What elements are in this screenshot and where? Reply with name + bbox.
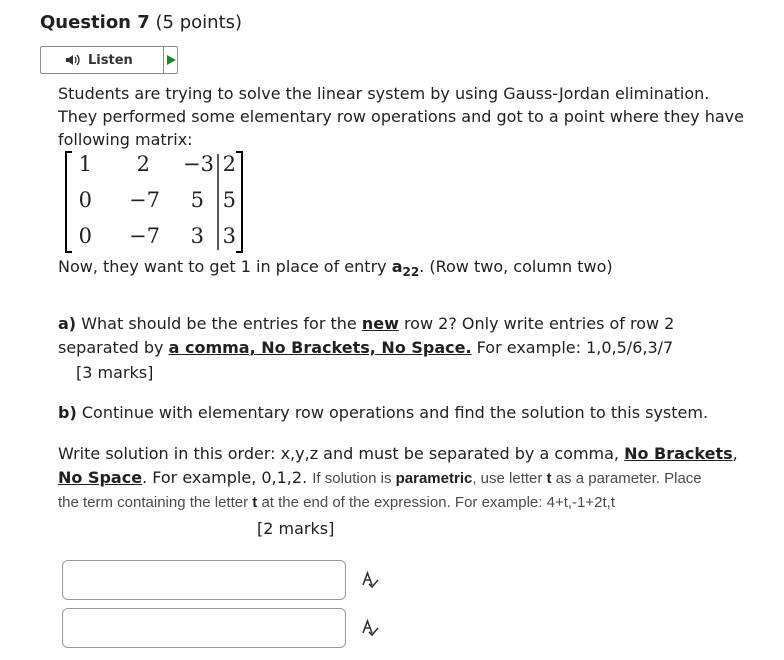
intro-line-1: Students are trying to solve the linear system by using Gauss-Jordan elimination. xyxy=(58,84,710,103)
write-line-1: Write solution in this order: x,y,z and must be separated by a comma, No Brackets, xyxy=(58,444,738,463)
matrix-cell: 2 xyxy=(136,152,150,176)
play-icon xyxy=(165,54,177,66)
listen-widget xyxy=(40,46,178,74)
listen-label: Listen xyxy=(88,52,133,68)
intro-line-3: following matrix: xyxy=(58,130,193,149)
spell-check-icon[interactable] xyxy=(360,618,380,638)
part-b-marks: [2 marks] xyxy=(257,519,335,538)
play-button[interactable] xyxy=(164,47,177,73)
part-a-marks: [3 marks] xyxy=(76,363,154,382)
matrix-cell: 1 xyxy=(78,152,92,176)
matrix-cell: 2 xyxy=(222,152,236,176)
matrix-cell: −3 xyxy=(183,152,214,176)
matrix-cell: 0 xyxy=(78,188,92,212)
part-a-line-1: a) What should be the entries for the new row 2? Only write entries of row 2 xyxy=(58,314,675,333)
spell-check-icon[interactable] xyxy=(360,570,380,590)
speaker-icon xyxy=(65,54,83,66)
answer-a-input[interactable] xyxy=(62,560,346,600)
entry-instruction: Now, they want to get 1 in place of entry $a_{22}$. (Row two, column two) xyxy=(58,257,613,280)
write-line-3: the term containing the letter t at the end of the expression. For example: 4+t,-1+2t,t xyxy=(58,494,615,511)
answer-b-input[interactable] xyxy=(62,608,346,648)
matrix-cell: −7 xyxy=(129,188,160,212)
part-b-line: b) Continue with elementary row operations and find the solution to this system. xyxy=(58,403,709,422)
matrix-cell: −7 xyxy=(129,224,160,248)
question-title: Question 7 (5 points) xyxy=(40,12,243,33)
listen-button[interactable] xyxy=(41,47,164,73)
augmented-matrix xyxy=(62,150,246,254)
part-a-line-2: separated by a comma, No Brackets, No Space. For example: 1,0,5/6,3/7 xyxy=(58,338,674,357)
matrix-cell: 3 xyxy=(222,224,236,248)
matrix-cell: 5 xyxy=(190,188,204,212)
matrix-cell: 3 xyxy=(190,224,204,248)
matrix-cell: 5 xyxy=(222,188,236,212)
matrix-cell: 0 xyxy=(78,224,92,248)
intro-line-2: They performed some elementary row operations and got to a point where they have xyxy=(58,107,744,126)
write-line-2: No Space. For example, 0,1,2. If solution is parametric, use letter t as a parameter. Place xyxy=(58,468,702,487)
